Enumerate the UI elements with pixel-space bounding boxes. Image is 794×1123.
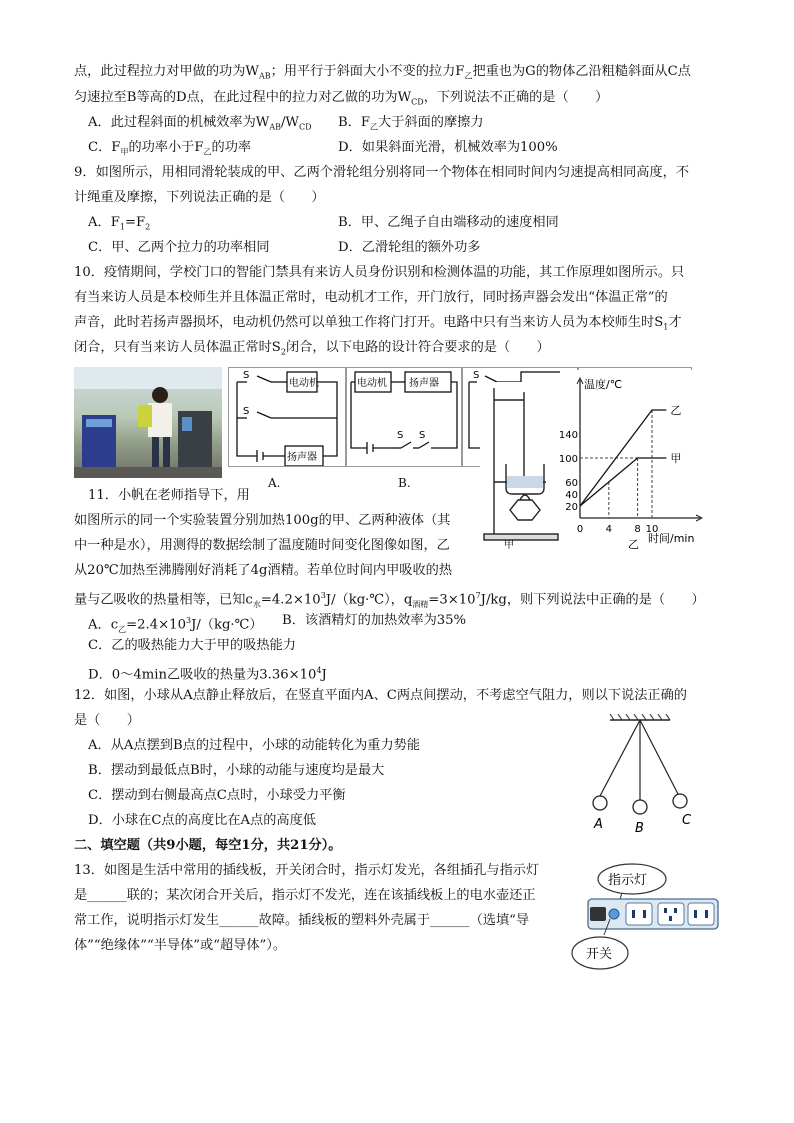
circuit-b <box>346 367 462 467</box>
circuit-a-s1-label: S <box>243 370 250 381</box>
q8-option-c: C．$F_甲$的功率小于$F_乙$的功率 <box>88 140 252 157</box>
pendulum-label-c: C <box>682 813 692 828</box>
section-2-title: 二、填空题（共9小题，每空1分，共21分）。 <box>74 838 342 853</box>
q9-option-c: C．甲、乙两个拉力的功率相同 <box>88 240 270 255</box>
circuit-a-s2-label: S <box>243 406 250 417</box>
series-label-jia: 甲 <box>670 452 682 465</box>
gate-photo <box>74 367 222 478</box>
q11-line5: 量与乙吸收的热量相等，已知$c_水=4.2\times 10^3J/(kg\cdot℃)$，$q_{酒精}=3\times 10^7J/kg$，则下列说法中正确的是（ ） <box>74 591 705 610</box>
x-tick-label: 0 <box>576 524 584 535</box>
q9-option-a: A．$F_1=F_2$ <box>88 215 151 232</box>
series-line-jia <box>580 458 666 506</box>
q11-option-a: A．$c_乙=2.4\times 10^3J/(kg\cdot℃)$ <box>88 616 263 635</box>
pendulum-label-a: A <box>594 817 603 832</box>
y-tick-label: 20 <box>565 502 578 513</box>
circuit-b-caption: B. <box>398 476 411 490</box>
q11-option-c: C．乙的吸热能力大于甲的吸热能力 <box>88 638 296 653</box>
x-tick-label: 8 <box>634 524 641 535</box>
circuit-a-motor-label: 电动机 <box>289 378 319 389</box>
apparatus-label-jia: 甲 <box>504 540 514 550</box>
q9-option-d: D．乙滑轮组的额外功多 <box>338 240 481 255</box>
switch-callout-label: 开关 <box>586 947 613 962</box>
x-axis-label: 时间/min <box>648 532 695 545</box>
q13-line1: 13．如图是生活中常用的插线板，开关闭合时，指示灯发光，各组插孔与指示灯 <box>74 863 540 878</box>
y-tick-label: 40 <box>565 490 578 501</box>
q8-option-a: A．此过程斜面的机械效率为$W_{AB}/W_{CD}$ <box>88 115 312 132</box>
q11-line1: 11．小帆在老师指导下，用 <box>88 488 250 503</box>
q12-option-a: A．从A点摆到B点的过程中，小球的动能转化为重力势能 <box>88 738 421 753</box>
pendulum-label-b: B <box>635 821 644 832</box>
circuit-b-motor-label: 电动机 <box>357 378 387 389</box>
y-tick-label: 140 <box>560 430 578 441</box>
q10-line1: 10．疫情期间，学校门口的智能门禁具有来访人员身份识别和检测体温的功能，其工作原理如图所示。只 <box>74 265 685 280</box>
y-tick-label: 100 <box>560 454 578 465</box>
temperature-chart <box>560 370 710 550</box>
q10-line2: 有当来访人员是本校师生并且体温正常时，电动机才工作，开门放行，同时扬声器会发出“体温正常”的 <box>74 290 668 305</box>
q9-line2: 计绳重及摩擦，下列说法正确的是（ ） <box>74 190 325 205</box>
circuit-b-s2-label: S <box>419 430 426 441</box>
y-axis-label: 温度/℃ <box>584 378 623 391</box>
q10-line4: 闭合，只有当来访人员体温正常时$S_2$闭合，以下电路的设计符合要求的是（ ） <box>74 340 550 357</box>
q9-line1: 9．如图所示，用相同滑轮装成的甲、乙两个滑轮组分别将同一个物体在相同时间内匀速提高相同高度，不 <box>74 165 690 180</box>
q8-option-d: D．如果斜面光滑，机械效率为100% <box>338 140 558 155</box>
q11-option-d: D．0～4min乙吸收的热量为$3.36\times 10^4J$ <box>88 666 327 683</box>
circuit-b-s1-label: S <box>397 430 404 441</box>
q9-option-b: B．甲、乙绳子自由端移动的速度相同 <box>338 215 559 230</box>
q12-line1: 12．如图，小球从A点静止释放后，在竖直平面内A、C两点间摆动，不考虑空气阻力，则以下说法正确的 <box>74 688 687 703</box>
q12-option-b: B．摆动到最低点B时，小球的动能与速度均是最大 <box>88 763 385 778</box>
q11-line2: 如图所示的同一个实验装置分别加热100g的甲、乙两种液体（其 <box>74 513 451 528</box>
q11-line4: 从20℃加热至沸腾刚好消耗了4g酒精。若单位时间内甲吸收的热 <box>74 563 453 578</box>
circuit-c-s1-label: S <box>473 370 480 381</box>
circuit-a <box>228 367 346 467</box>
x-tick-label: 4 <box>605 524 612 535</box>
heating-apparatus <box>480 382 570 550</box>
power-strip-figure <box>570 855 720 975</box>
circuit-a-caption: A. <box>268 476 281 490</box>
chart-caption: 乙 <box>628 538 639 550</box>
x-tick-label: 10 <box>645 524 659 535</box>
q11-line3: 中一种是水），用测得的数据绘制了温度随时间变化图像如图，乙 <box>74 538 450 553</box>
circuit-b-speaker-label: 扬声器 <box>409 378 439 389</box>
q13-line2: 是______联的；某次闭合开关后，指示灯不发光，连在该插线板上的电水壶还正 <box>74 888 536 903</box>
circuit-a-speaker-label: 扬声器 <box>287 452 317 463</box>
y-tick-label: 60 <box>565 478 578 489</box>
q10-line3: 声音，此时若扬声器损坏，电动机仍然可以单独工作将门打开。电路中只有当来访人员为本校师生时$S_1$才 <box>74 315 682 332</box>
q8-line2: 匀速拉至B等高的D点，在此过程中的拉力对乙做的功为$W_{CD}$，下列说法不正确的是（ ） <box>74 90 609 107</box>
q12-line2: 是（ ） <box>74 713 140 728</box>
q11-option-b: B．该酒精灯的加热效率为35% <box>282 613 467 628</box>
pendulum-figure <box>580 712 700 832</box>
q8-line1: 点，此过程拉力对甲做的功为$W_{AB}$；用平行于斜面大小不变的拉力$F_乙$把重也为G的物体乙沿粗糙斜面从C点 <box>74 64 691 81</box>
q13-line3: 常工作，说明指示灯发生______故障。插线板的塑料外壳属于______（选填“导 <box>74 913 530 928</box>
q13-line4: 体”“绝缘体”“半导体”或“超导体”）。 <box>74 938 287 953</box>
indicator-callout-label: 指示灯 <box>608 873 648 888</box>
q12-option-d: D．小球在C点的高度比在A点的高度低 <box>88 813 316 828</box>
q8-option-b: B．$F_乙$大于斜面的摩擦力 <box>338 115 484 132</box>
q12-option-c: C．摆动到右侧最高点C点时，小球受力平衡 <box>88 788 346 803</box>
series-label-yi: 乙 <box>670 404 682 417</box>
